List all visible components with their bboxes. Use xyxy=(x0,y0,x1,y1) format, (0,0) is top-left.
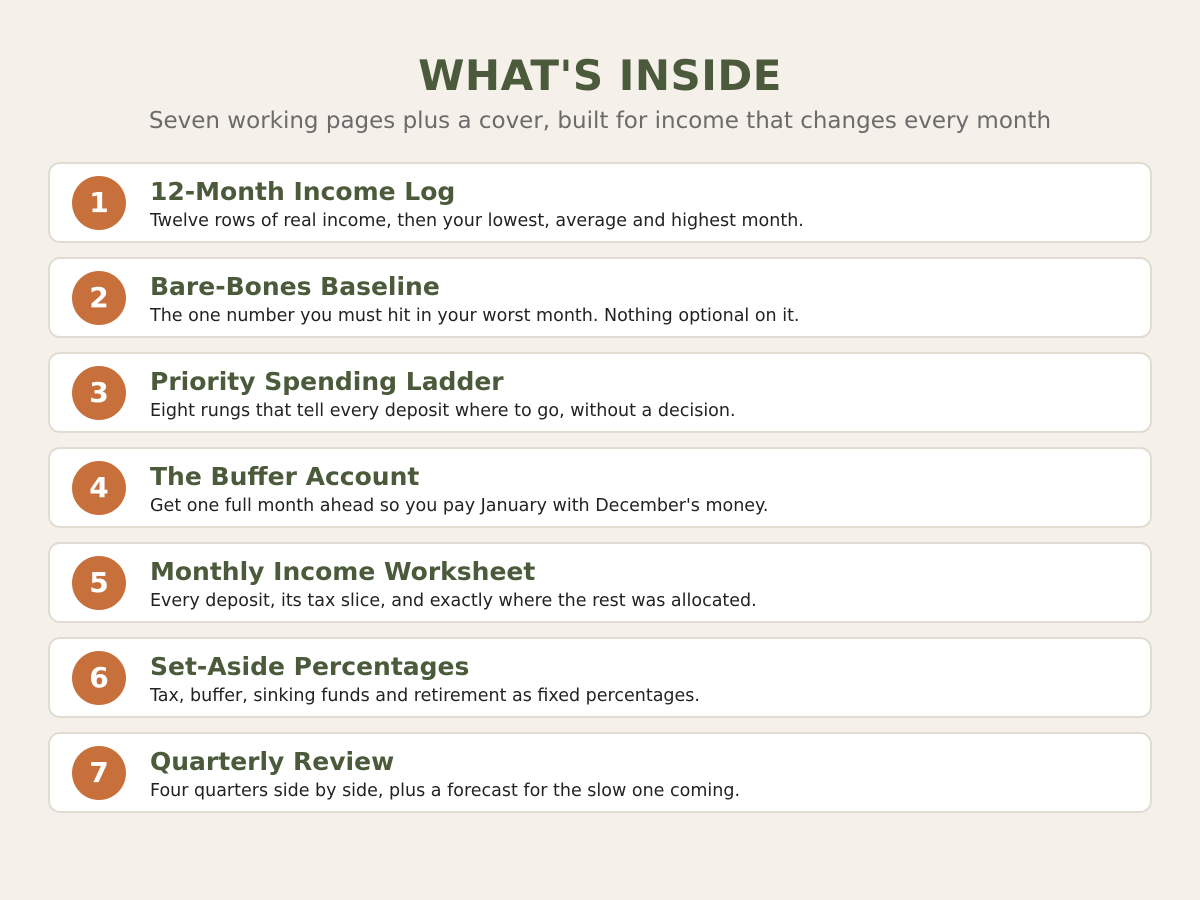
item-title: Set-Aside Percentages xyxy=(150,652,470,681)
item-title: The Buffer Account xyxy=(150,462,420,491)
item-title: 12-Month Income Log xyxy=(150,177,456,206)
page-subtitle: Seven working pages plus a cover, built for income that changes every month xyxy=(148,108,1052,134)
content-card xyxy=(48,542,1152,623)
item-title: Monthly Income Worksheet xyxy=(150,557,536,586)
content-card xyxy=(48,352,1152,433)
item-description: Four quarters side by side, plus a forecast for the slow one coming. xyxy=(150,781,741,801)
item-number-badge: 1 xyxy=(72,176,126,230)
item-description: Eight rungs that tell every deposit where to go, without a decision. xyxy=(150,401,736,421)
content-card xyxy=(48,162,1152,243)
content-card xyxy=(48,732,1152,813)
contents-list xyxy=(48,162,1152,827)
content-card xyxy=(48,257,1152,338)
item-title: Priority Spending Ladder xyxy=(150,367,504,396)
item-number-badge: 5 xyxy=(72,556,126,610)
item-description: Tax, buffer, sinking funds and retirement as fixed percentages. xyxy=(150,686,700,706)
item-description: Every deposit, its tax slice, and exactly where the rest was allocated. xyxy=(150,591,757,611)
page-header xyxy=(0,48,1200,136)
content-card xyxy=(48,637,1152,718)
item-description: Twelve rows of real income, then your lowest, average and highest month. xyxy=(150,211,804,231)
page-title: WHAT'S INSIDE xyxy=(418,51,782,100)
item-description: Get one full month ahead so you pay January with December's money. xyxy=(150,496,769,516)
item-number-badge: 6 xyxy=(72,651,126,705)
item-number-badge: 4 xyxy=(72,461,126,515)
item-number-badge: 2 xyxy=(72,271,126,325)
content-card xyxy=(48,447,1152,528)
item-title: Bare-Bones Baseline xyxy=(150,272,440,301)
item-title: Quarterly Review xyxy=(150,747,395,776)
item-number-badge: 3 xyxy=(72,366,126,420)
item-number-badge: 7 xyxy=(72,746,126,800)
item-description: The one number you must hit in your worst month. Nothing optional on it. xyxy=(150,306,800,326)
